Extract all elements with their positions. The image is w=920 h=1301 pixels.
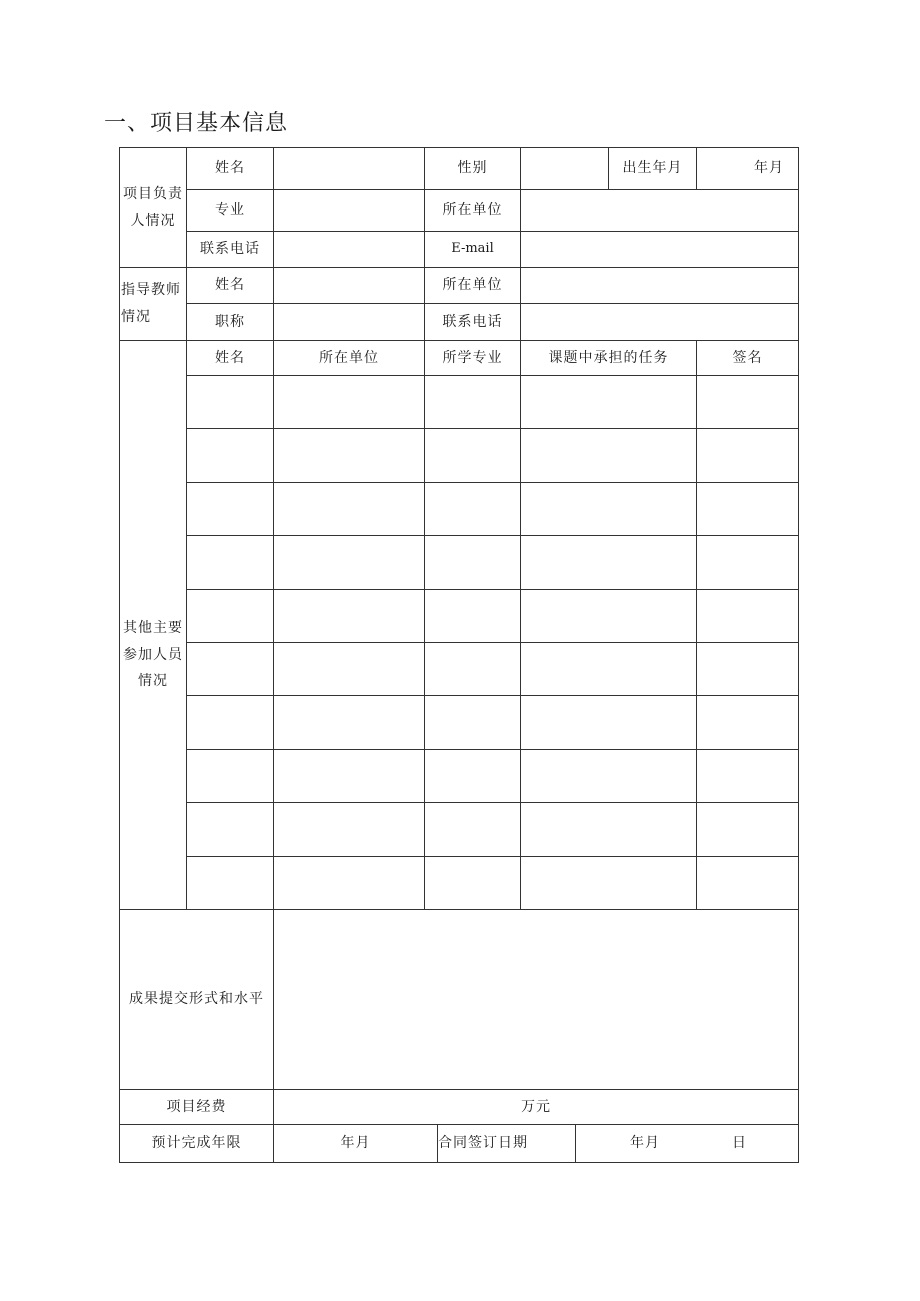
advisor-phone-field[interactable] [520,303,799,341]
member-major-cell[interactable] [424,375,521,429]
member-unit-cell[interactable] [273,375,425,429]
members-header-major: 所学专业 [424,340,521,376]
member-signature-cell[interactable] [696,482,799,536]
member-major-cell[interactable] [424,856,521,910]
advisor-phone-label: 联系电话 [424,303,521,341]
member-name-cell[interactable] [186,589,274,643]
member-unit-cell[interactable] [273,428,425,483]
leader-birth-label: 出生年月 [608,147,697,190]
member-major-cell[interactable] [424,749,521,803]
member-unit-cell[interactable] [273,695,425,750]
member-signature-cell[interactable] [696,375,799,429]
member-name-cell[interactable] [186,428,274,483]
member-task-cell[interactable] [520,642,697,696]
member-name-cell[interactable] [186,482,274,536]
member-signature-cell[interactable] [696,695,799,750]
member-task-cell[interactable] [520,695,697,750]
member-task-cell[interactable] [520,428,697,483]
outcome-label: 成果提交形式和水平 [119,909,274,1090]
member-task-cell[interactable] [520,802,697,857]
leader-group-label-text: 项目负责 人情况 [123,185,183,229]
leader-email-field[interactable] [520,231,799,268]
leader-group-label [119,147,187,268]
members-header-signature: 签名 [696,340,799,376]
member-unit-cell[interactable] [273,589,425,643]
member-major-cell[interactable] [424,535,521,590]
advisor-group-label [119,267,187,341]
member-major-cell[interactable] [424,482,521,536]
leader-gender-label: 性别 [424,147,521,190]
member-name-cell[interactable] [186,375,274,429]
contract-date-d: 日 [732,1135,747,1152]
advisor-title-field[interactable] [273,303,425,341]
member-signature-cell[interactable] [696,428,799,483]
member-task-cell[interactable] [520,856,697,910]
leader-major-field[interactable] [273,189,425,232]
member-signature-cell[interactable] [696,535,799,590]
member-task-cell[interactable] [520,535,697,590]
member-name-cell[interactable] [186,535,274,590]
leader-phone-field[interactable] [273,231,425,268]
advisor-name-label: 姓名 [186,267,274,304]
contract-date-ym: 年月 [630,1135,660,1152]
members-group-label [119,340,187,910]
leader-birth-field[interactable]: 年月 [696,147,799,190]
member-task-cell[interactable] [520,749,697,803]
member-name-cell[interactable] [186,856,274,910]
member-task-cell[interactable] [520,375,697,429]
leader-phone-label: 联系电话 [186,231,274,268]
outcome-field[interactable] [273,909,799,1090]
member-unit-cell[interactable] [273,535,425,590]
members-group-label-text: 其他主要 参加人员 情况 [123,620,183,690]
member-signature-cell[interactable] [696,856,799,910]
leader-unit-label: 所在单位 [424,189,521,232]
leader-major-label: 专业 [186,189,274,232]
contract-date-label: 合同签订日期 [437,1124,576,1163]
member-name-cell[interactable] [186,642,274,696]
member-signature-cell[interactable] [696,589,799,643]
member-major-cell[interactable] [424,642,521,696]
member-unit-cell[interactable] [273,856,425,910]
leader-unit-field[interactable] [520,189,799,232]
members-header-task: 课题中承担的任务 [520,340,697,376]
member-major-cell[interactable] [424,589,521,643]
members-header-unit: 所在单位 [273,340,425,376]
advisor-unit-label: 所在单位 [424,267,521,304]
advisor-group-label-text: 指导教师 情况 [121,282,181,325]
funding-field[interactable]: 万元 [273,1089,799,1125]
deadline-field[interactable]: 年月 [273,1124,438,1163]
leader-email-label: E-mail [424,231,521,268]
member-name-cell[interactable] [186,749,274,803]
members-header-name: 姓名 [186,340,274,376]
member-major-cell[interactable] [424,428,521,483]
member-task-cell[interactable] [520,482,697,536]
leader-name-label: 姓名 [186,147,274,190]
contract-date-field[interactable] [575,1124,799,1163]
page-title: 一、项目基本信息 [104,111,289,136]
member-major-cell[interactable] [424,695,521,750]
member-name-cell[interactable] [186,802,274,857]
funding-label: 项目经费 [119,1089,274,1125]
member-major-cell[interactable] [424,802,521,857]
member-unit-cell[interactable] [273,482,425,536]
leader-name-field[interactable] [273,147,425,190]
project-info-table [119,147,799,1163]
advisor-name-field[interactable] [273,267,425,304]
member-unit-cell[interactable] [273,802,425,857]
member-signature-cell[interactable] [696,749,799,803]
leader-gender-field[interactable] [520,147,609,190]
member-task-cell[interactable] [520,589,697,643]
member-signature-cell[interactable] [696,642,799,696]
advisor-unit-field[interactable] [520,267,799,304]
advisor-title-label: 职称 [186,303,274,341]
member-name-cell[interactable] [186,695,274,750]
deadline-label: 预计完成年限 [119,1124,274,1163]
member-signature-cell[interactable] [696,802,799,857]
member-unit-cell[interactable] [273,642,425,696]
member-unit-cell[interactable] [273,749,425,803]
